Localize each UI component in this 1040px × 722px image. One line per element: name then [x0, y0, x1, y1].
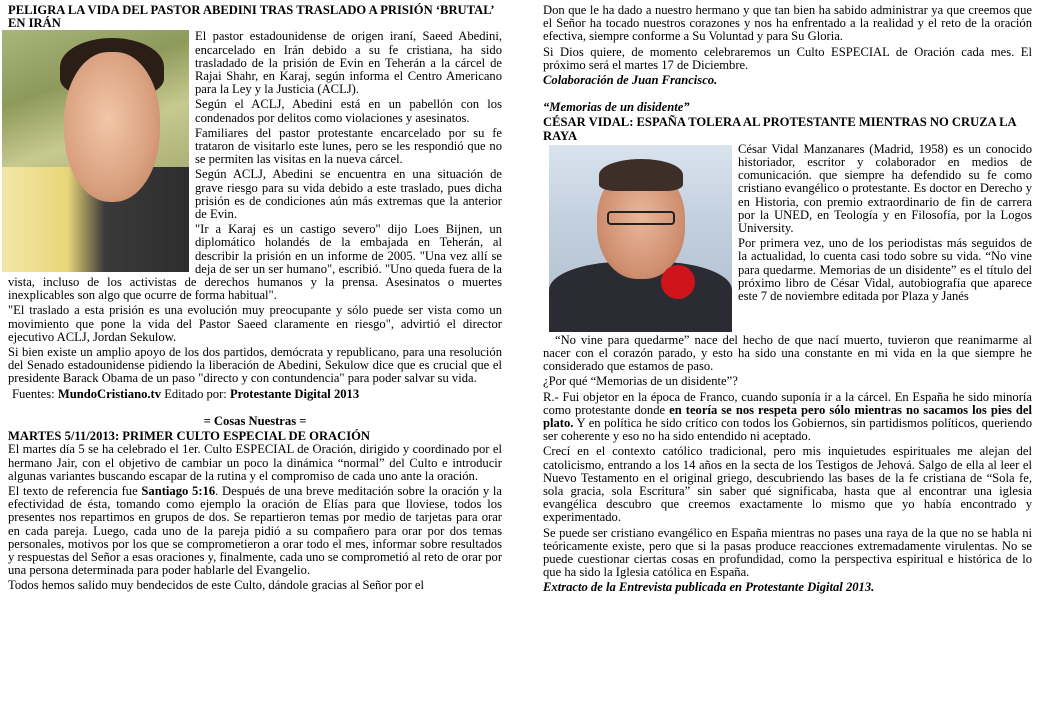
paragraph: Según ACLJ, Abedini se encuentra en una situación de grave riesgo para su vida debido a este traslado, pues dicha prisión es de condiciones aún más extremas que la anterior de Evin. [195, 167, 502, 222]
sources-line [8, 388, 502, 401]
vidal-photo [549, 145, 732, 332]
glasses-icon [607, 211, 675, 225]
paragraph: César Vidal Manzanares (Madrid, 1958) es un conocido historiador, escritor y colaborador en medios de comunicación. que siempre ha defendido su fe como cristiano evangélico o protestante. Es doctor en Derecho y en Historia, con premio extraordinario de fin de carrera por la UNED, en Teología y en Filosofía, por la Logos University. [738, 141, 1032, 236]
text-run: . Después de una breve meditación sobre la oración y la efectividad de ésta, tomando como ejemplo la oración de Elías para que lloviese, todos los presentes nos repartimos en grupos de dos. Se repartieron temas por medio de tarjetas para orar en cada pareja. Luego, cada uno de la pareja pidió a su compañero para orar por dos temas personales, motivos por los que se comprometieron a orar todo el mes, informar sobre resultados y respuestas del Señor a esas oraciones y, finalmente, cada uno se comprometió al reto de orar por una persona determinada para poder hablarle del Evangelio. [8, 483, 503, 578]
paragraph: "El traslado a esta prisión es una evolución muy preocupante y sólo puede ser vista como un movimiento que pone la vida del Pastor Saeed claramente en riesgo", advirtió el director ejecutivo ACLJ, Jordan Sekulow. [8, 303, 502, 344]
paragraph: Todos hemos salido muy bendecidos de este Culto, dándole gracias al Señor por el [8, 578, 425, 593]
paragraph: El martes día 5 se ha celebrado el 1er. Culto ESPECIAL de Oración, dirigido y coordinado por el hermano Jair, con el objetivo de cambiar un poco la dinámica “normal” del Culto e introducir algunas variantes buscando escapar de la rutina y el compromiso de cada uno ante la oración. [8, 442, 502, 483]
paragraph: Por primera vez, uno de los periodistas más seguidos de la actualidad, lo cuenta casi todo sobre su vida. “No vine para quedarme. Memorias de un disidente” es el título del próximo libro de César Vidal, autobiografía que aparece este 7 de noviembre editada por Plaza y Janés [738, 236, 1032, 304]
sources-mid: Editado por: [161, 386, 230, 401]
emphasis: en teoría se nos respeta pero sólo mientras no sacamos los pies del plato. [543, 402, 1032, 431]
article-title-culto: MARTES 5/11/2013: PRIMER CULTO ESPECIAL DE ORACIÓN [8, 429, 371, 444]
abedini-photo [2, 30, 189, 272]
right-column [543, 4, 1032, 597]
question: ¿Por qué “Memorias de un disidente”? [543, 374, 738, 389]
paragraph: Familiares del pastor protestante encarcelado por su fe trataron de visitarlo este lunes, pero se les respondió que no se permiten las visitas en la nueva cárcel. [195, 125, 502, 167]
photo-hair [599, 159, 683, 191]
text-run: R.- Fui objetor en la época de Franco, cuando suponía ir a la cárcel. En España he sido minoría como protestante donde [543, 389, 1032, 417]
credit-line: Colaboración de Juan Francisco. [543, 73, 718, 88]
paragraph: Si bien existe un amplio apoyo de los dos partidos, demócrata y republicano, para una resolución del Senado estadounidense pidiendo la liberación de Abedini, Sekulow dice que es crucial que el presidente Barack Obama de un paso "directo y con contundencia" para poder salvar su vida. [8, 345, 502, 386]
text-run: El texto de referencia fue [8, 483, 142, 498]
scripture-reference: Santiago 5:16 [141, 483, 216, 498]
sources-prefix: Fuentes: [12, 386, 58, 401]
text-run: Y en política he sido crítico con todos los Gobiernos, sin partidismos políticos, queriendo ser coherente y eso no ha sido entendido ni aceptado. [543, 416, 1032, 444]
article-kicker: “Memorias de un disidente” [543, 100, 690, 115]
microphone-icon [661, 265, 695, 299]
paragraph: Si Dios quiere, de momento celebraremos un Culto ESPECIAL de Oración cada mes. El próximo será el martes 17 de Diciembre. [543, 44, 1032, 72]
left-column [8, 4, 502, 595]
photo-face [64, 52, 160, 202]
sources-editor: Protestante Digital 2013 [229, 386, 360, 401]
paragraph: Se puede ser cristiano evangélico en España mientras no pases una raya de la que no se habla ni teóricamente existe, pero que si la pasas produce reacciones extremadamente virulentas. No se puede cuestionar ciertas cosas en profundidad, como la perspectiva espiritual e histórica de lo que ha sido la Iglesia católica en España. [543, 525, 1032, 580]
paragraph: "Ir a Karaj es un castigo severo" dijo Loes Bijnen, un diplomático holandés de la embajada en Teherán, al describir la prisión en un informe de 2005. "Una vez allí se deja de ser un ser humano", escribió. "Uno queda fuera de la vista, incluso de los activistas de derechos humanos y la prensa. Asesinatos o muertes inexplicables son algo que ocurre de forma habitual". [8, 222, 502, 303]
section-heading: = Cosas Nuestras = [203, 413, 307, 428]
article-title-vidal: CÉSAR VIDAL: ESPAÑA TOLERA AL PROTESTANTE MIENTRAS NO CRUZA LA RAYA [543, 115, 1016, 143]
article-title-abedini: PELIGRA LA VIDA DEL PASTOR ABEDINI TRAS TRASLADO A PRISIÓN ‘BRUTAL’ EN IRÁN [8, 3, 494, 31]
paragraph: Crecí en el contexto católico tradicional, pero mis inquietudes espirituales me alejan del catolicismo, entrando a los 14 años en la secta de los Testigos de Jehová. Salgo de ella al leer el Nuevo Testamento en el original griego, descubriendo las bases de la fe cristiana de “Sola fe, sola gracia, sola Escritura” sin saber qué significaba, hasta que al encontrar una iglesia evangélica descubro que creemos exactamente lo mismo que yo había encontrado y experimentado. [543, 444, 1032, 525]
paragraph: El pastor estadounidense de origen iraní, Saeed Abedini, encarcelado en Irán debido a su fe cristiana, ha sido trasladado de la prisión de Evin en Teherán a la cárcel de Rajai Shahr, en Karaj, según informa el Centro Americano para la Ley y la Justicia (ACLJ). [195, 29, 502, 97]
credit-line: Extracto de la Entrevista publicada en Protestante Digital 2013. [543, 580, 875, 595]
paragraph: Don que le ha dado a nuestro hermano y que tan bien ha sabido administrar ya que creemos que el Señor ha tocado nuestros corazones y nos ha enfrentado a la realidad y el reto de la oración efectiva, siempre conforme a Su Voluntad y para Su Gloria. [543, 3, 1032, 44]
sources-name: MundoCristiano.tv [57, 386, 162, 401]
paragraph: Según el ACLJ, Abedini está en un pabellón con los condenados por delitos como violaciones y asesinatos. [195, 97, 502, 125]
paragraph: “No vine para quedarme” nace del hecho de que nací muerto, tuvieron que reanimarme al nacer con el corazón parado, y esto ha sido una constante en mi vida en la que siempre he considerado que estamos de paso. [543, 332, 1032, 374]
paragraph [543, 391, 1032, 444]
paragraph [8, 485, 502, 577]
